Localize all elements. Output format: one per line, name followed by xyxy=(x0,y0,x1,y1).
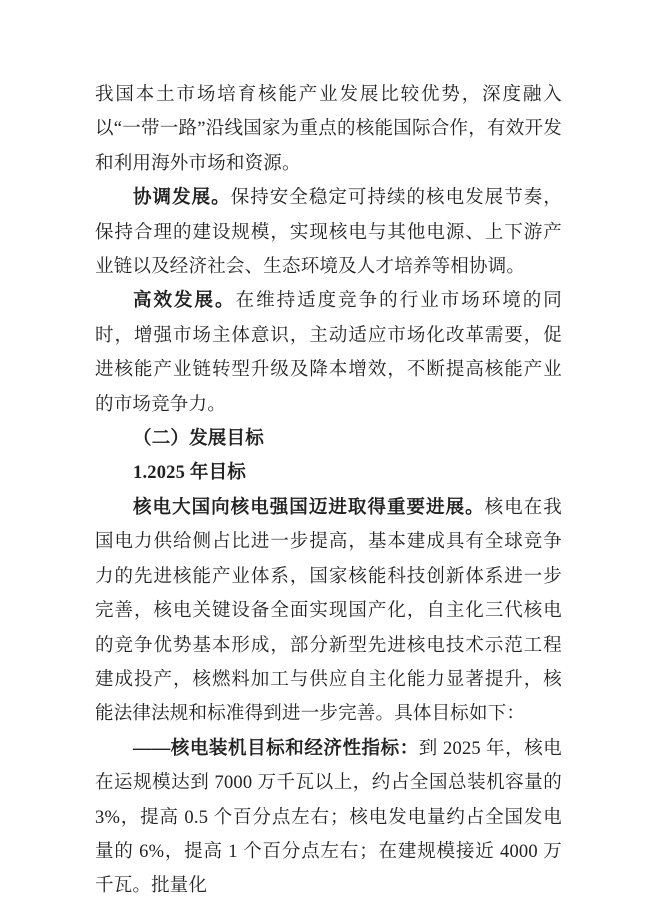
para-coordinated-development xyxy=(95,181,562,284)
text-run: 在维持适度竞争的行业市场环境的同时，增强市场主体意识，主动适应市场化改革需要，促进核能产业链转型升级及降本增效，不断提高核能产业的市场竞争力。 xyxy=(95,291,562,415)
document-body xyxy=(95,78,562,904)
text-run-emphasis: 高效发展。 xyxy=(133,291,236,312)
heading-2025-goals xyxy=(95,456,562,490)
text-run: 我国本土市场培育核能产业发展比较优势，深度融入以“一带一路”沿线国家为重点的核能国际合作，有效开发和利用海外市场和资源。 xyxy=(95,85,562,174)
text-run-emphasis: 核电大国向核电强国迈进取得重要进展。 xyxy=(133,497,485,518)
text-run-emphasis: （二）发展目标 xyxy=(133,429,264,450)
text-run-emphasis: 协调发展。 xyxy=(133,188,231,209)
para-installed-capacity-economic-targets xyxy=(95,732,562,904)
text-run-emphasis: ——核电装机目标和经济性指标： xyxy=(133,738,419,759)
text-run: 保持安全稳定可持续的核电发展节奏，保持合理的建设规模，实现核电与其他电源、上下游产业链以及经济社会、生态环境及人才培养等相协调。 xyxy=(95,188,562,278)
text-run: 到 2025 年，核电在运规模达到 7000 万千瓦以上，约占全国总装机容量的 3%，提高 0.5 个百分点左右；核电发电量约占全国发电量的 6%，提高 1 个百分点左右；在建规模接近 4000 万千瓦。批量化 xyxy=(95,738,562,897)
para-efficient-development xyxy=(95,284,562,422)
heading-development-goals xyxy=(95,422,562,456)
para-overseas-markets-continuation xyxy=(95,78,562,181)
text-run: 核电在我国电力供给侧占比进一步提高，基本建成具有全球竞争力的先进核能产业体系，国家核能科技创新体系进一步完善，核电关键设备全面实现国产化，自主化三代核电的竞争优势基本形成，部分新型先进核电技术示范工程建成投产，核燃料加工与供应自主化能力显著提升，核能法律法规和标准得到进一步完善。具体目标如下： xyxy=(95,497,562,725)
para-nuclear-power-nation-progress xyxy=(95,491,562,732)
text-run-emphasis: 1.2025 年目标 xyxy=(133,463,247,484)
